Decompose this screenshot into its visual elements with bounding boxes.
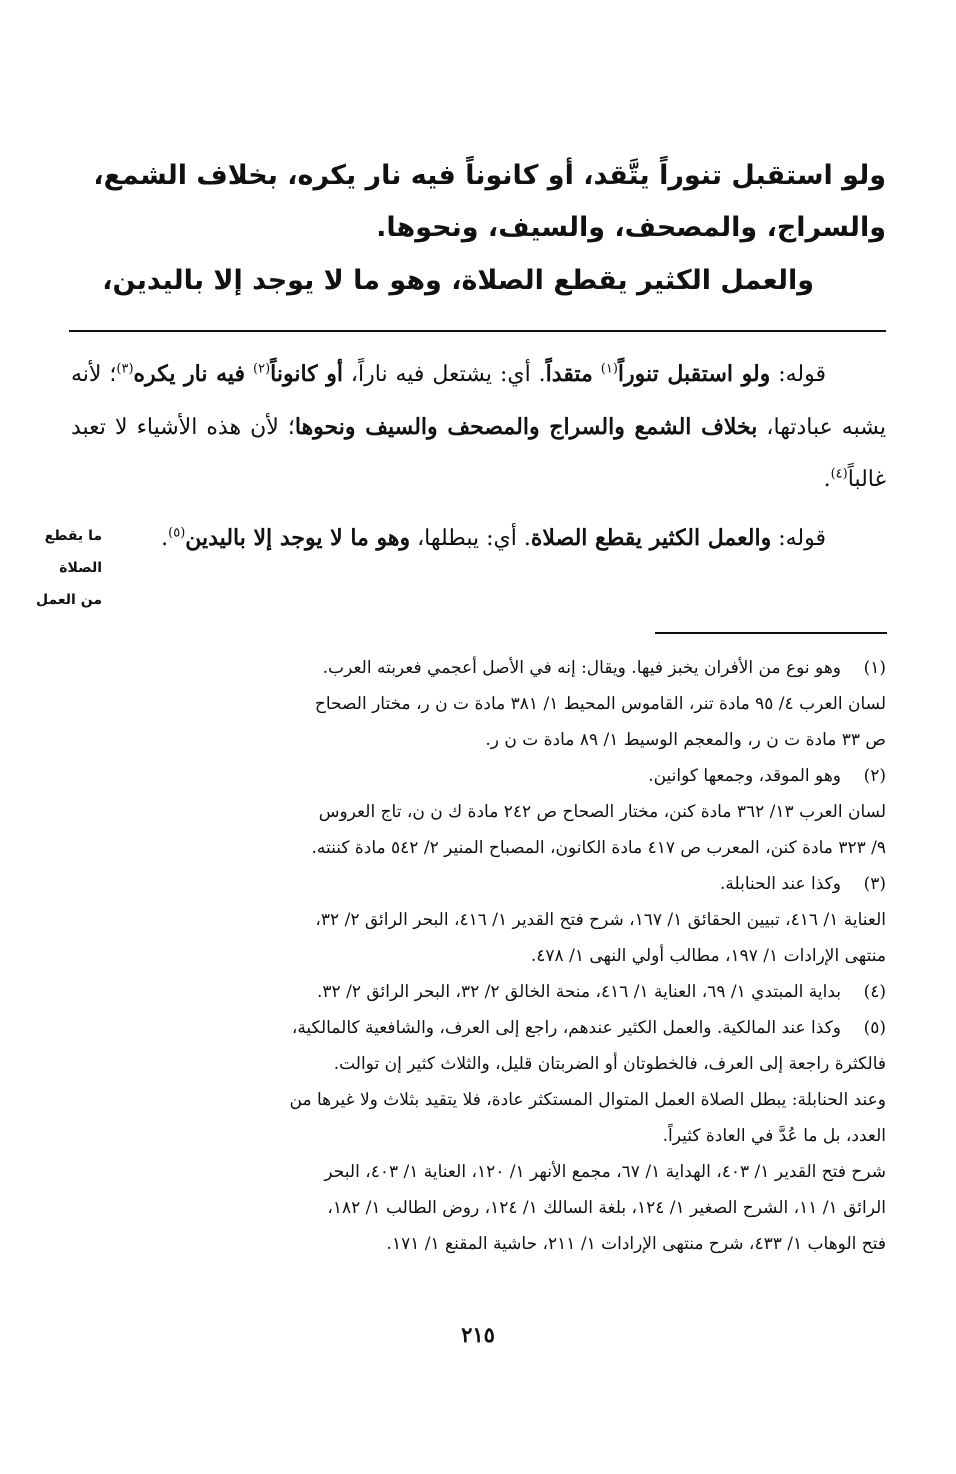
sharh-text: . أي: يبطلها، xyxy=(417,526,531,551)
footnote-number: (١) xyxy=(863,658,886,678)
footnote-line: وهو الموقد، وجمعها كوانين. xyxy=(648,766,841,786)
footnote-line: وكذا عند المالكية. والعمل الكثير عندهم، راجع إلى العرف، والشافعية كالمالكية، xyxy=(291,1018,841,1038)
footnote-line: لسان العرب ٤/ ٩٥ مادة تنر، القاموس المحيط ١/ ٣٨١ مادة ت ن ر، مختار الصحاح xyxy=(314,694,886,714)
margin-heading-line: من العمل xyxy=(36,592,102,608)
sharh-text: ؛ لأن هذه الأشياء لا تعبد غالباً xyxy=(71,415,886,492)
matn-line: والعمل الكثير يقطع الصلاة، وهو ما لا يوجد إلا باليدين، xyxy=(102,265,814,296)
sharh-text: . xyxy=(823,467,831,492)
page-number: ٢١٥ xyxy=(461,1322,495,1347)
footnote xyxy=(71,866,886,902)
footnote-number: (٣) xyxy=(863,874,886,894)
sharh-text: . أي: يشتعل فيه ناراً، xyxy=(350,362,546,387)
margin-heading-line: ما يقطع xyxy=(44,528,102,544)
footnote-line: وكذا عند الحنابلة. xyxy=(719,874,841,894)
quoted-text: والعمل الكثير يقطع الصلاة xyxy=(530,525,772,551)
footnote-separator xyxy=(655,632,887,634)
footnote-line: وعند الحنابلة: يبطل الصلاة العمل المتوال المستكثر عادة، فلا يتقيد بثلاث ولا غيرها من xyxy=(289,1090,886,1110)
quoted-text: متقداً xyxy=(545,361,593,387)
footnote-ref[interactable]: (١) xyxy=(600,361,618,377)
footnote-line: لسان العرب ١٣/ ٣٦٢ مادة كنن، مختار الصحاح ص ٢٤٢ مادة ك ن ن، تاج العروس xyxy=(318,802,886,822)
margin-heading xyxy=(12,520,102,616)
footnote xyxy=(71,1010,886,1046)
footnote-ref[interactable]: (٥) xyxy=(168,525,186,541)
footnote-line: فتح الوهاب ١/ ٤٣٣، شرح منتهى الإرادات ١/ ٢١١، حاشية المقنع ١/ ١٧١. xyxy=(386,1234,886,1254)
footnotes xyxy=(71,650,886,1262)
footnote-line: ص ٣٣ مادة ت ن ر، والمعجم الوسيط ١/ ٨٩ مادة ت ن ر. xyxy=(485,730,886,750)
footnote-line: العناية ١/ ٤١٦، تبيين الحقائق ١/ ١٦٧، شرح فتح القدير ١/ ٤١٦، البحر الرائق ٢/ ٣٢، xyxy=(315,910,886,930)
footnote-line: شرح فتح القدير ١/ ٤٠٣، الهداية ١/ ٦٧، مجمع الأنهر ١/ ١٢٠، العناية ١/ ٤٠٣، البحر xyxy=(324,1162,886,1182)
footnote xyxy=(71,974,886,1010)
footnote xyxy=(71,650,886,686)
footnote-line: العدد، بل ما عُدَّ في العادة كثيراً. xyxy=(662,1126,886,1146)
sharh-paragraph-1 xyxy=(71,348,886,506)
matn-paragraph-1 xyxy=(93,150,886,254)
quoted-text: فيه نار يكره xyxy=(133,361,246,387)
qawluhu-label: قوله: xyxy=(778,362,827,387)
quoted-text: بخلاف الشمع والسراج والمصحف والسيف ونحوها xyxy=(294,414,758,440)
footnote-line: وهو نوع من الأفران يخبز فيها. ويقال: إنه في الأصل أعجمي فعربته العرب. xyxy=(322,658,841,678)
sharh-paragraph-2 xyxy=(71,512,886,565)
qawluhu-label: قوله: xyxy=(778,526,826,551)
footnote-line: منتهى الإرادات ١/ ١٩٧، مطالب أولي النهى ١/ ٤٧٨. xyxy=(530,946,886,966)
footnote-ref[interactable]: (٣) xyxy=(116,361,134,377)
footnote-line: بداية المبتدي ١/ ٦٩، العناية ١/ ٤١٦، منحة الخالق ٢/ ٣٢، البحر الرائق ٢/ ٣٢. xyxy=(317,982,841,1002)
footnote-line: فالكثرة راجعة إلى العرف، فالخطوتان أو الضربتان قليل، والثلاث كثير إن توالت. xyxy=(333,1054,886,1074)
quoted-text: ولو استقبل تنوراً xyxy=(617,361,771,387)
matn-line: والسراج، والمصحف، والسيف، ونحوها. xyxy=(376,212,886,243)
matn-paragraph-2 xyxy=(104,255,884,307)
footnote-ref[interactable]: (٤) xyxy=(830,466,848,482)
footnote-line: ٩/ ٣٢٣ مادة كنن، المعرب ص ٤١٧ مادة الكانون، المصباح المنير ٢/ ٥٤٢ مادة كننته. xyxy=(311,838,886,858)
quoted-text: أو كانوناً xyxy=(270,361,343,387)
separator-rule xyxy=(69,330,886,332)
sharh-text: . xyxy=(161,526,169,551)
quoted-text: وهو ما لا يوجد إلا باليدين xyxy=(185,525,411,551)
footnote-number: (٢) xyxy=(863,766,886,786)
footnote-number: (٤) xyxy=(863,982,886,1002)
footnote-ref[interactable]: (٢) xyxy=(253,361,271,377)
sharh-text: ؛ لأنه يشبه عبادتها، xyxy=(71,362,886,440)
margin-heading-line: الصلاة xyxy=(59,560,102,576)
footnote-number: (٥) xyxy=(863,1018,886,1038)
footnote-line: الرائق ١/ ١١، الشرح الصغير ١/ ١٢٤، بلغة السالك ١/ ١٢٤، روض الطالب ١/ ١٨٢، xyxy=(327,1198,886,1218)
matn-line: ولو استقبل تنوراً يتَّقد، أو كانوناً فيه نار يكره، بخلاف الشمع، xyxy=(93,160,886,191)
footnote xyxy=(71,758,886,794)
